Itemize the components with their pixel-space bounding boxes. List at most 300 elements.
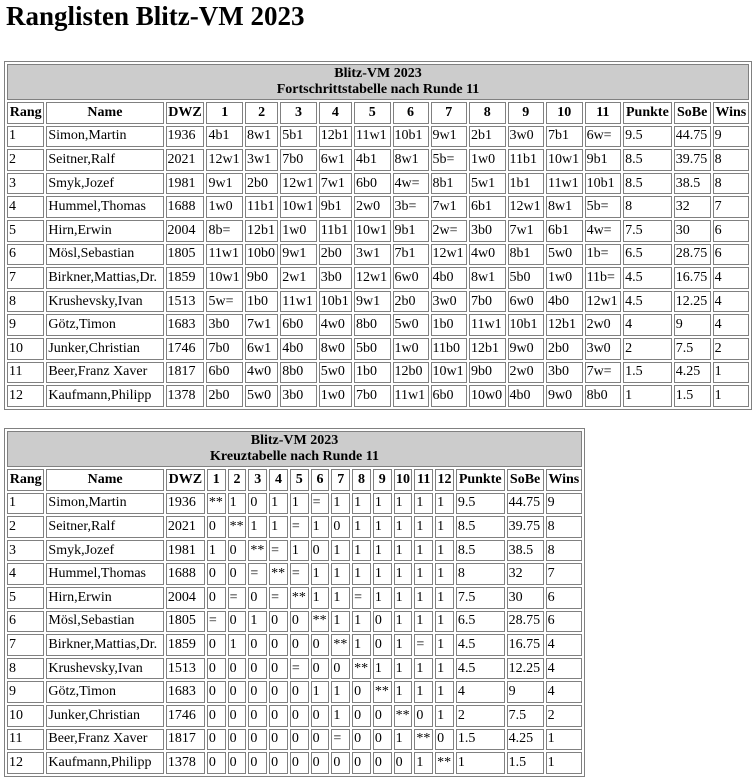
table-cell: 4b0 [546, 291, 583, 313]
table-cell: 1w0 [280, 220, 317, 242]
table-cell: 11b1 [319, 220, 352, 242]
table-cell: 7.5 [456, 587, 505, 609]
table-cell: 1 [269, 516, 288, 538]
table-cell: 11w1 [469, 314, 506, 336]
table-cell: 1 [394, 611, 413, 633]
table-cell: 8.5 [623, 173, 672, 195]
table-cell: 1859 [166, 267, 205, 289]
table-cell: 4w0 [469, 244, 506, 266]
column-header: 11 [585, 102, 622, 124]
table-cell: 1 [394, 587, 413, 609]
table-cell: 6.5 [623, 244, 672, 266]
table-cell: 3 [7, 540, 44, 562]
table-cell: 8w1 [469, 267, 506, 289]
column-header: Rang [7, 469, 44, 491]
table-cell: 39.75 [507, 516, 544, 538]
table-cell: 12 [7, 385, 44, 407]
table-cell: 1 [435, 611, 454, 633]
table-cell: 1 [435, 634, 454, 656]
table-cell: 3w1 [245, 149, 278, 171]
column-header: 1 [206, 102, 243, 124]
table-cell: 5w0 [546, 244, 583, 266]
table-cell: 1 [331, 681, 350, 703]
table-cell: 6 [7, 611, 44, 633]
table-cell: 8.5 [456, 540, 505, 562]
table-cell: 1936 [166, 493, 205, 515]
table-cell: 7.5 [507, 705, 544, 727]
table-cell: 0 [373, 752, 392, 774]
table-cell: 0 [290, 752, 309, 774]
table-cell: 10w1 [546, 149, 583, 171]
table-cell: 10b1 [319, 291, 352, 313]
column-header: Name [46, 469, 163, 491]
table-cell: 6 [7, 244, 44, 266]
table-cell: 10 [7, 338, 44, 360]
table-cell: 1817 [166, 729, 205, 751]
column-header: Wins [546, 469, 582, 491]
table-cell: 7b1 [393, 244, 429, 266]
table-cell: 0 [228, 611, 247, 633]
table-cell: 2 [7, 149, 44, 171]
table-cell: 4 [713, 291, 749, 313]
column-header: 7 [431, 102, 468, 124]
table-cell: 9w1 [280, 244, 317, 266]
column-header: 3 [248, 469, 267, 491]
table-cell: Hirn,Erwin [46, 220, 163, 242]
table-cell: 10b0 [245, 244, 278, 266]
table-cell: 2b0 [393, 291, 429, 313]
table-cell: 1 [414, 658, 433, 680]
table-cell: 2b0 [206, 385, 243, 407]
table-cell: ** [248, 540, 267, 562]
table-cell: 8.5 [456, 516, 505, 538]
table-cell: 0 [435, 729, 454, 751]
table-cell: 1859 [166, 634, 205, 656]
table-cell: 10b1 [508, 314, 545, 336]
table-row [7, 493, 582, 515]
table-cell: 1 [394, 540, 413, 562]
table-cell: 4 [546, 658, 582, 680]
table-cell: 4 [713, 267, 749, 289]
table-cell: 3w1 [354, 244, 391, 266]
table-cell: Simon,Martin [46, 126, 163, 148]
table-cell: ** [207, 493, 226, 515]
table-cell: 7 [7, 267, 44, 289]
table-cell: 0 [352, 752, 371, 774]
table-cell: 1746 [166, 338, 205, 360]
table-cell: 4.5 [623, 291, 672, 313]
table-cell: 0 [331, 752, 350, 774]
table-cell: 1 [352, 540, 371, 562]
table-cell: 7 [546, 563, 582, 585]
table-cell: 6b1 [546, 220, 583, 242]
table-cell: 0 [248, 705, 267, 727]
table-cell: 1 [352, 493, 371, 515]
table-cell: 9 [7, 681, 44, 703]
table-cell: 7b0 [469, 291, 506, 313]
table-cell: 1b= [585, 244, 622, 266]
page-title: Ranglisten Blitz-VM 2023 [6, 1, 305, 31]
table-cell: 2b0 [245, 173, 278, 195]
table-cell: 1 [435, 681, 454, 703]
column-header: 9 [373, 469, 392, 491]
table-cell: 16.75 [674, 267, 711, 289]
table-cell: 12w1 [206, 149, 243, 171]
table-cell: 8w1 [393, 149, 429, 171]
header-row [7, 102, 749, 124]
table-cell: = [269, 587, 288, 609]
table-cell: ** [435, 752, 454, 774]
table-cell: 0 [248, 587, 267, 609]
table-cell: 1 [207, 540, 226, 562]
table-cell: Krushevsky,Ivan [46, 291, 163, 313]
table-cell: 7b0 [206, 338, 243, 360]
table-cell: 9w0 [546, 385, 583, 407]
table-cell: 1805 [166, 244, 205, 266]
table-cell: 2004 [166, 220, 205, 242]
table-cell: = [290, 563, 309, 585]
table-cell: 4w= [585, 220, 622, 242]
table-cell: 1 [290, 540, 309, 562]
table-cell: 0 [248, 493, 267, 515]
table-cell: 2 [713, 338, 749, 360]
table-cell: 3b0 [319, 267, 352, 289]
table-cell: 4 [546, 634, 582, 656]
table-cell: 2b0 [319, 244, 352, 266]
table-cell: 0 [228, 705, 247, 727]
table-cell: 0 [207, 658, 226, 680]
table-cell: 0 [228, 681, 247, 703]
table-cell: 2w0 [354, 196, 391, 218]
table-cell: ** [394, 705, 413, 727]
table-cell: 3b0 [206, 314, 243, 336]
table-cell: 12.25 [674, 291, 711, 313]
table-cell: 0 [331, 516, 350, 538]
table-cell: 1b1 [508, 173, 545, 195]
table-cell: 4.5 [456, 634, 505, 656]
table-cell: 1683 [166, 681, 205, 703]
column-header: 2 [245, 102, 278, 124]
table-cell: ** [290, 587, 309, 609]
table-cell: 1.5 [456, 729, 505, 751]
table-cell: ** [269, 563, 288, 585]
table-cell: = [290, 516, 309, 538]
column-header: 9 [508, 102, 545, 124]
table-cell: 1805 [166, 611, 205, 633]
column-header: Wins [713, 102, 749, 124]
table-cell: 11w1 [393, 385, 429, 407]
table-cell: 12.25 [507, 658, 544, 680]
table-cell: 4b0 [280, 338, 317, 360]
table-cell: 6w0 [393, 267, 429, 289]
table-cell: 5b0 [508, 267, 545, 289]
table-cell: 6w1 [245, 338, 278, 360]
table-row [7, 291, 749, 313]
table-cell: 5b1 [280, 126, 317, 148]
table-cell: 9b0 [245, 267, 278, 289]
table-cell: 0 [311, 752, 330, 774]
table-cell: 6b0 [206, 362, 243, 384]
table-row [7, 705, 582, 727]
table-cell: 1 [414, 516, 433, 538]
table-cell: 9.5 [456, 493, 505, 515]
table-cell: ** [331, 634, 350, 656]
table-cell: 4.25 [674, 362, 711, 384]
table-row [7, 149, 749, 171]
table-cell: ** [352, 658, 371, 680]
table-cell: 38.5 [507, 540, 544, 562]
table-cell: 10b1 [393, 126, 429, 148]
table-cell: 1378 [166, 752, 205, 774]
table-cell: 1 [7, 493, 44, 515]
table-cell: 12w1 [280, 173, 317, 195]
table-cell: 12 [7, 752, 44, 774]
table-cell: 0 [269, 658, 288, 680]
table-cell: 8 [7, 291, 44, 313]
table-cell: 7w1 [319, 173, 352, 195]
table-cell: 11b0 [431, 338, 468, 360]
table-cell: 1 [248, 611, 267, 633]
table-cell: 1 [248, 516, 267, 538]
table-caption [7, 431, 582, 467]
table-cell: 0 [311, 540, 330, 562]
table-cell: Smyk,Jozef [46, 540, 163, 562]
table-cell: 1 [435, 658, 454, 680]
table-cell: 4b0 [431, 267, 468, 289]
table-cell: Beer,Franz Xaver [46, 362, 163, 384]
table-subtitle: Fortschrittstabelle nach Runde 11 [276, 82, 480, 97]
column-header: 8 [469, 102, 506, 124]
table-cell: 11 [7, 362, 44, 384]
table-cell: 0 [248, 634, 267, 656]
table-cell: 0 [290, 681, 309, 703]
table-cell: ** [373, 681, 392, 703]
table-cell: 32 [507, 563, 544, 585]
table-cell: 0 [290, 729, 309, 751]
column-header: 6 [311, 469, 330, 491]
table-cell: 2w1 [280, 267, 317, 289]
table-cell: 8b0 [354, 314, 391, 336]
table-cell: 12b1 [546, 314, 583, 336]
table-cell: 6b0 [280, 314, 317, 336]
table-cell: 1 [435, 516, 454, 538]
table-cell: Seitner,Ralf [46, 516, 163, 538]
table-cell: 9b1 [393, 220, 429, 242]
table-cell: 9 [713, 126, 749, 148]
table-cell: 2 [546, 705, 582, 727]
table-cell: = [207, 611, 226, 633]
table-cell: 10w1 [206, 267, 243, 289]
table-cell: 1 [435, 705, 454, 727]
table-cell: 0 [373, 611, 392, 633]
table-cell: 1 [311, 587, 330, 609]
column-header: 3 [280, 102, 317, 124]
table-cell: 12w1 [354, 267, 391, 289]
table-cell: 6b0 [354, 173, 391, 195]
table-cell: 6b1 [469, 196, 506, 218]
table-cell: 4 [7, 563, 44, 585]
table-cell: 0 [269, 705, 288, 727]
table-cell: 1 [331, 705, 350, 727]
table-cell: 7w1 [508, 220, 545, 242]
progress-table [4, 61, 752, 410]
table-cell: 8 [456, 563, 505, 585]
table-cell: 6 [713, 244, 749, 266]
table-cell: 0 [228, 540, 247, 562]
column-header: 8 [352, 469, 371, 491]
table-cell: 7b0 [354, 385, 391, 407]
table-cell: 4b1 [354, 149, 391, 171]
table-cell: 10 [7, 705, 44, 727]
table-cell: 6b0 [431, 385, 468, 407]
table-row [7, 267, 749, 289]
table-cell: Simon,Martin [46, 493, 163, 515]
table-cell: 6.5 [456, 611, 505, 633]
table-cell: = [414, 634, 433, 656]
table-cell: 1b0 [431, 314, 468, 336]
table-cell: 8 [546, 540, 582, 562]
column-header: 10 [394, 469, 413, 491]
table-cell: 9w1 [206, 173, 243, 195]
table-cell: 12b1 [245, 220, 278, 242]
table-row [7, 220, 749, 242]
table-cell: 8b0 [585, 385, 622, 407]
table-row [7, 338, 749, 360]
table-cell: Krushevsky,Ivan [46, 658, 163, 680]
table-cell: Mösl,Sebastian [46, 244, 163, 266]
table-cell: 1683 [166, 314, 205, 336]
table-cell: 1 [7, 126, 44, 148]
column-header: SoBe [674, 102, 711, 124]
table-row [7, 681, 582, 703]
table-cell: 4 [623, 314, 672, 336]
table-cell: 0 [373, 634, 392, 656]
table-cell: 8w0 [319, 338, 352, 360]
table-cell: Kaufmann,Philipp [46, 752, 163, 774]
table-cell: 5w0 [319, 362, 352, 384]
table-cell: 1513 [166, 291, 205, 313]
table-subtitle: Kreuztabelle nach Runde 11 [210, 449, 379, 464]
table-cell: 11b1 [245, 196, 278, 218]
table-cell: Birkner,Mattias,Dr. [46, 634, 163, 656]
table-cell: 8w1 [546, 196, 583, 218]
table-cell: 3w0 [431, 291, 468, 313]
table-cell: 10w1 [431, 362, 468, 384]
table-cell: Mösl,Sebastian [46, 611, 163, 633]
table-cell: 0 [373, 705, 392, 727]
table-cell: 1 [352, 611, 371, 633]
table-cell: 0 [207, 752, 226, 774]
column-header: 2 [228, 469, 247, 491]
table-cell: 9 [674, 314, 711, 336]
table-cell: 5w0 [393, 314, 429, 336]
column-header: 5 [354, 102, 391, 124]
table-cell: 9b1 [319, 196, 352, 218]
table-cell: 0 [269, 634, 288, 656]
table-cell: Seitner,Ralf [46, 149, 163, 171]
table-cell: 0 [207, 729, 226, 751]
table-cell: 8w1 [245, 126, 278, 148]
table-cell: 2w= [431, 220, 468, 242]
table-cell: 0 [290, 611, 309, 633]
table-row [7, 516, 582, 538]
table-cell: 1 [394, 729, 413, 751]
table-cell: 4 [456, 681, 505, 703]
column-header: 12 [435, 469, 454, 491]
table-row [7, 729, 582, 751]
table-cell: 8b= [206, 220, 243, 242]
table-cell: 3b0 [546, 362, 583, 384]
table-cell: 12w1 [508, 196, 545, 218]
table-cell: 2 [623, 338, 672, 360]
table-cell: 0 [269, 729, 288, 751]
table-title: Blitz-VM 2023 [334, 66, 422, 81]
table-cell: 1 [435, 493, 454, 515]
column-header: SoBe [507, 469, 544, 491]
table-cell: 1w0 [546, 267, 583, 289]
table-cell: 1 [414, 587, 433, 609]
table-cell: 4w0 [245, 362, 278, 384]
table-cell: 1 [331, 611, 350, 633]
table-cell: 1 [414, 752, 433, 774]
table-cell: 1b0 [245, 291, 278, 313]
table-cell: = [228, 587, 247, 609]
table-cell: 2021 [166, 516, 205, 538]
table-row [7, 126, 749, 148]
table-cell: 0 [311, 658, 330, 680]
table-cell: Hummel,Thomas [46, 563, 163, 585]
table-cell: 1 [331, 587, 350, 609]
table-cell: 1 [394, 516, 413, 538]
table-cell: 5 [7, 587, 44, 609]
table-cell: 1 [331, 540, 350, 562]
table-cell: Hummel,Thomas [46, 196, 163, 218]
table-cell: 12b1 [469, 338, 506, 360]
table-cell: 1 [394, 658, 413, 680]
table-cell: 0 [290, 705, 309, 727]
table-cell: 2 [7, 516, 44, 538]
table-cell: 0 [269, 611, 288, 633]
table-cell: 7w= [585, 362, 622, 384]
table-cell: 0 [248, 729, 267, 751]
table-cell: 0 [207, 681, 226, 703]
table-cell: 11b1 [508, 149, 545, 171]
table-row [7, 611, 582, 633]
table-cell: 0 [352, 705, 371, 727]
table-cell: 12w1 [585, 291, 622, 313]
table-cell: 7b1 [546, 126, 583, 148]
table-cell: 2 [456, 705, 505, 727]
table-cell: 1.5 [674, 385, 711, 407]
table-cell: 32 [674, 196, 711, 218]
table-cell: 12b0 [393, 362, 429, 384]
table-cell: 1 [269, 493, 288, 515]
table-cell: Beer,Franz Xaver [46, 729, 163, 751]
table-cell: 0 [248, 681, 267, 703]
table-cell: 1 [435, 540, 454, 562]
table-cell: 1746 [166, 705, 205, 727]
table-cell: 1981 [166, 173, 205, 195]
table-cell: 0 [207, 516, 226, 538]
table-cell: 5w0 [245, 385, 278, 407]
table-cell: 5w1 [469, 173, 506, 195]
table-cell: 0 [311, 705, 330, 727]
table-cell: 1b0 [354, 362, 391, 384]
table-cell: 11w1 [354, 126, 391, 148]
table-cell: 1936 [166, 126, 205, 148]
table-cell: 6 [546, 587, 582, 609]
table-cell: 10w1 [354, 220, 391, 242]
